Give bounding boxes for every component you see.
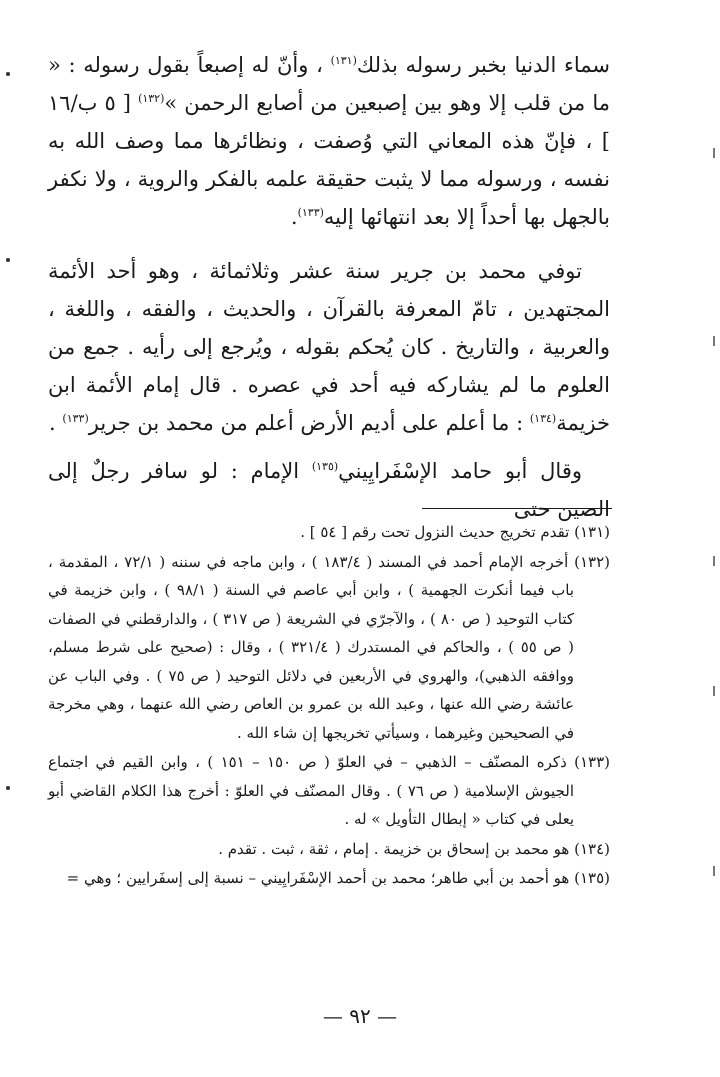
paragraph-1: [48, 46, 610, 236]
footnote-134: (١٣٤) هو محمد بن إسحاق بن خزيمة . إمام ، ثقة ، ثبت . تقدم .: [218, 839, 610, 858]
footnote-133: (١٣٣) ذكره المصنّف – الذهبي – في العلوّ ( ص ١٥٠ – ١٥١ ) ، وابن القيم في اجتماع الجيوش الإسلامية ( ص ٧٦ ) . وقال المصنّف في العلوّ : أخرج هذا الكلام القاضي أبو يعلى في كتاب « إبطال التأويل » له .: [48, 753, 610, 828]
margin-mark: [713, 556, 715, 566]
footnote-separator: [422, 508, 612, 509]
footnote-131: (١٣١) تقدم تخريج حديث النزول تحت رقم [ ٥٤ ] .: [300, 523, 610, 541]
footnote-ref-134: (١٣٤): [529, 412, 557, 425]
paragraph-2: [48, 252, 610, 442]
paragraph-2-part-b: : ما أعلم على أديم الأرض أعلم من محمد بن جرير: [88, 411, 524, 435]
margin-dot: [6, 72, 10, 76]
margin-mark: [713, 866, 715, 876]
paragraph-3: [48, 452, 610, 528]
margin-mark: [713, 148, 715, 158]
footnote-ref-133b: (١٣٣): [62, 412, 89, 425]
paragraph-2-end: .: [49, 411, 56, 435]
paragraph-1-part-b: ، وأنّ له إصبعاً بقول رسوله : « ما من قلب إلا وهو بين إصبعين من أصابع الرحمن »: [48, 53, 610, 115]
footnote-ref-131: (١٣١): [330, 54, 357, 67]
paragraph-2-text: [48, 252, 610, 442]
margin-mark: [713, 336, 715, 346]
footnote-135: (١٣٥) هو أحمد بن أبي طاهر؛ محمد بن أحمد الإسْفَرايِيني – نسبة إلى إسفَرايين ؛ وهي =: [66, 869, 610, 887]
footnote-132: (١٣٢) أخرجه الإمام أحمد في المسند ( ١٨٣/٤ ) ، وابن ماجه في سننه ( ٧٢/١ ، المقدمة ، باب فيما أنكرت الجهمية ) ، وابن أبي عاصم في السنة ( ٩٨/١ ) ، وابن خزيمة في كتاب التوحيد ( ص ٨٠ ) ، والآجرّي في الشريعة ( ص ٣١٧ ) ، والدارقطني في الصفات ( ص ٥٥ ) ، والحاكم في المستدرك ( ٣٢١/٤ ) ، وقال : (صحيح على شرط مسلم، ووافقه الذهبي)، والهروي في الأربعين في دلائل التوحيد ( ص ٧٥ ) . وفي الباب عن عائشة رضي الله عنها ، وعبد الله بن عمرو بن العاص رضي الله عنهما ، وهي مخرجة في الصحيحين وغيرهما ، وسيأتي تخريجها إن شاء الله .: [48, 552, 611, 742]
paragraph-2-part-a: توفي محمد بن جرير سنة عشر وثلاثمائة ، وهو أحد الأئمة المجتهدين ، تامّ المعرفة بالقرآن ، والحديث ، والفقه ، واللغة ، والعربية ، والتاريخ . كان يُحكم بقوله ، ويُرجع إلى رأيه . جمع من العلوم ما لم يشاركه فيه أحد في عصره . قال إمام الأئمة ابن خزيمة: [48, 259, 610, 435]
footnotes: [48, 518, 610, 894]
footnote-ref-135: (١٣٥): [311, 460, 339, 473]
margin-mark: [713, 686, 715, 696]
footnote-ref-133: (١٣٣): [297, 206, 324, 219]
paragraph-1-end: .: [290, 205, 298, 229]
footnote-ref-132: (١٣٢): [138, 92, 165, 105]
paragraph-3-text: [48, 452, 610, 528]
margin-dot: [6, 786, 10, 790]
paragraph-3-part-a: وقال أبو حامد الإسْفَرايِيني: [338, 459, 582, 483]
paragraph-3-part-b: الإمام : لو سافر رجلٌ إلى الصين حتى: [48, 459, 610, 521]
margin-dot: [6, 258, 10, 262]
paragraph-1-part-c: [ ٥ ب/١٦ ] ، فإنّ هذه المعاني التي وُصفت ، ونظائرها مما وصف الله به نفسه ، ورسوله مما لا يثبت حقيقة علمه بالفكر والروية ، ولا نكفر بالجهل بها أحداً إلا بعد انتهائها إليه: [48, 91, 610, 229]
paragraph-1-part-a: سماء الدنيا بخبر رسوله بذلك: [356, 53, 610, 77]
paragraph-1-text: [48, 46, 610, 236]
page-number: — ٩٢ —: [322, 1004, 398, 1028]
